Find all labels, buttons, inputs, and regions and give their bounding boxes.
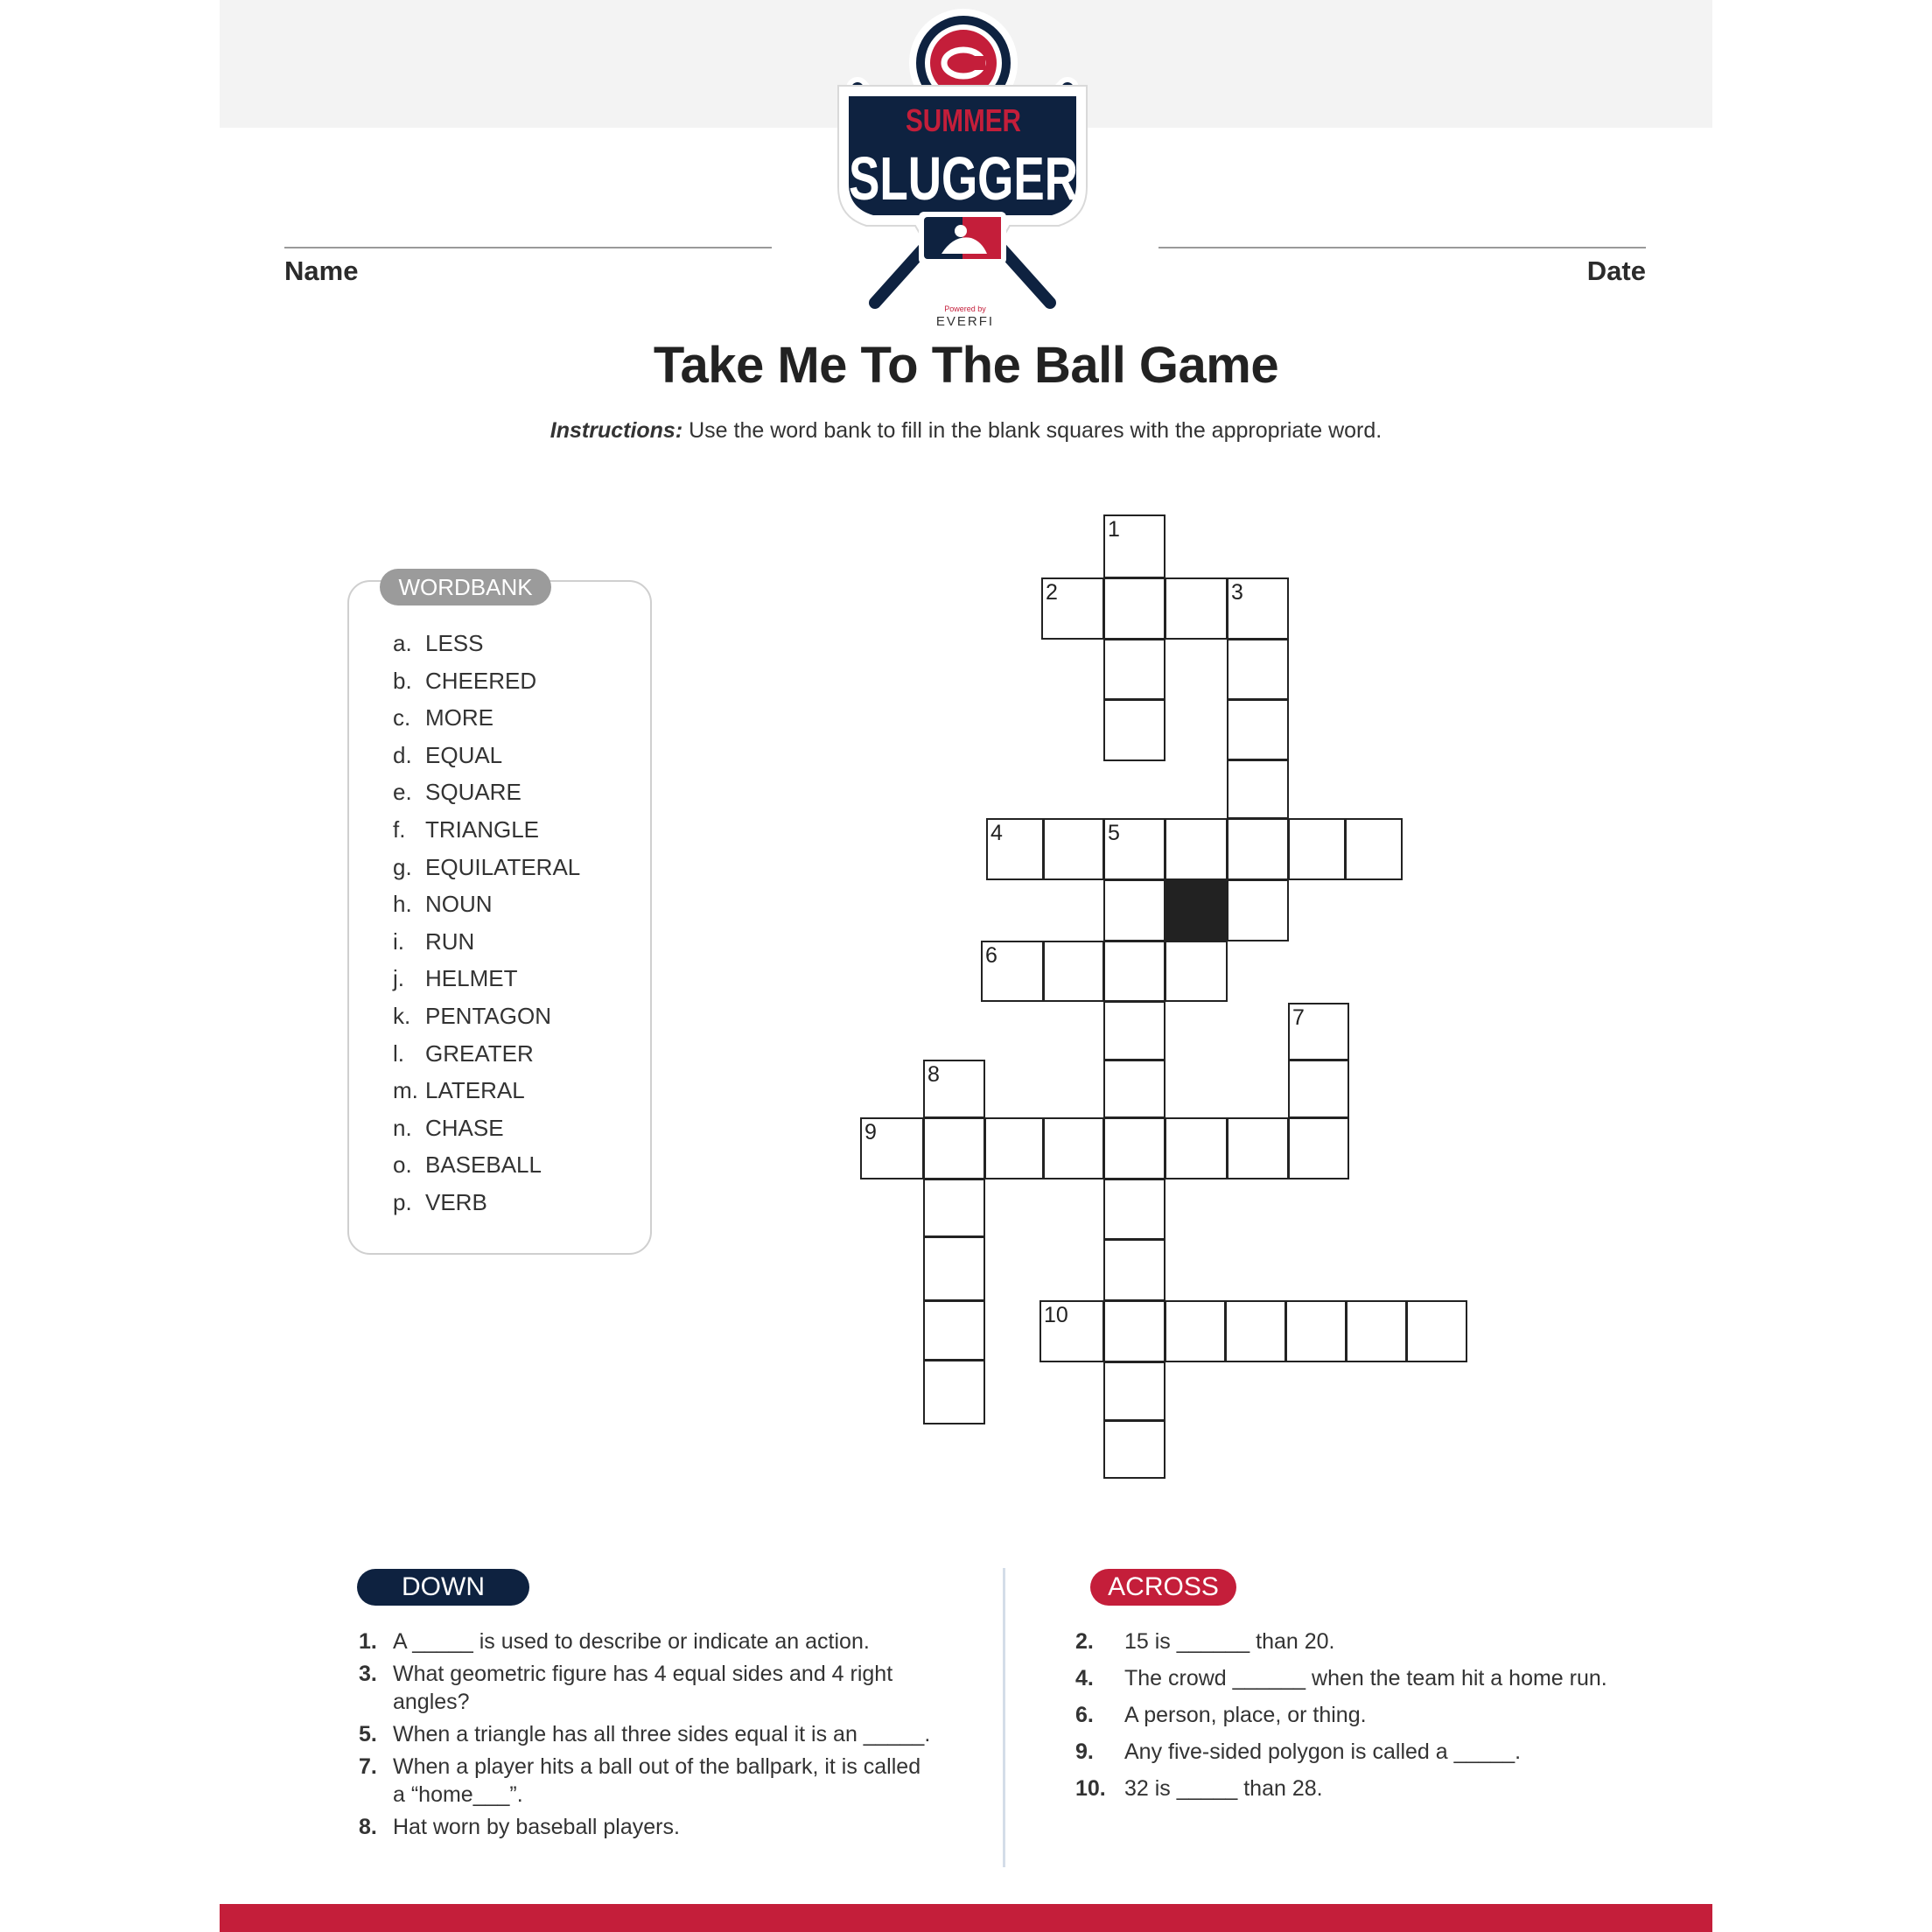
crossword-cell[interactable]: [1227, 760, 1289, 819]
wordbank-list: [393, 630, 580, 1227]
crossword-cell[interactable]: [1165, 1300, 1226, 1362]
wordbank-item: [393, 668, 580, 705]
clue-item: [1075, 1774, 1635, 1802]
clue-item: [1075, 1738, 1635, 1766]
wordbank-word: CHEERED: [425, 667, 537, 694]
wordbank-item: [393, 1003, 580, 1040]
clue-number: 8: [928, 1062, 940, 1087]
wordbank-letter: e.: [393, 779, 412, 806]
crossword-cell[interactable]: [1227, 879, 1289, 942]
crossword-cell[interactable]: [986, 818, 1044, 880]
crossword-cell[interactable]: [1103, 818, 1166, 880]
crossword-cell[interactable]: [1288, 1117, 1349, 1180]
crossword-cell[interactable]: [981, 941, 1044, 1002]
clue-item: [359, 1660, 936, 1716]
wordbank-letter: n.: [393, 1114, 412, 1141]
clue-num: 2.: [1075, 1629, 1094, 1654]
footer-band: [220, 1904, 1712, 1932]
wordbank-letter: f.: [393, 816, 406, 843]
wordbank-word: MORE: [425, 704, 494, 732]
wordbank-word: GREATER: [425, 1040, 534, 1067]
wordbank-item: [393, 630, 580, 668]
crossword-cell[interactable]: [1406, 1300, 1467, 1362]
clue-num: 1.: [359, 1629, 377, 1654]
wordbank-item: [393, 965, 580, 1003]
crossword-cell[interactable]: [923, 1117, 985, 1180]
clue-number: 4: [990, 821, 1003, 845]
crossword-cell[interactable]: [1103, 578, 1166, 640]
crossword-cell[interactable]: [1285, 1300, 1347, 1362]
clue-num: 8.: [359, 1815, 377, 1839]
clue-number: 7: [1292, 1005, 1305, 1030]
crossword-cell[interactable]: [1103, 1060, 1166, 1118]
clue-item: [359, 1628, 936, 1656]
crossword-cell[interactable]: [1043, 1117, 1104, 1180]
crossword-cell[interactable]: [1103, 1001, 1166, 1060]
crossword-cell[interactable]: [1103, 1362, 1166, 1421]
crossword-cell[interactable]: [923, 1236, 985, 1301]
wordbank-item: [393, 1040, 580, 1078]
crossword-cell[interactable]: [1103, 879, 1166, 942]
crossword-cell[interactable]: [1288, 818, 1346, 880]
wordbank-word: LESS: [425, 630, 484, 656]
clue-text: 32 is _____ than 28.: [1124, 1776, 1323, 1801]
wordbank-letter: j.: [393, 965, 404, 992]
clue-number: 3: [1231, 580, 1243, 605]
across-heading: ACROSS: [1090, 1569, 1236, 1606]
wordbank-letter: h.: [393, 891, 412, 918]
crossword-cell[interactable]: [1043, 818, 1104, 880]
wordbank-word: SQUARE: [425, 779, 522, 806]
clue-text: Any five-sided polygon is called a _____.: [1124, 1740, 1522, 1764]
clue-num: 4.: [1075, 1666, 1094, 1690]
clue-text: Hat worn by baseball players.: [393, 1815, 680, 1839]
wordbank-letter: g.: [393, 853, 412, 880]
wordbank-letter: o.: [393, 1152, 412, 1179]
wordbank-item: [393, 779, 580, 816]
instructions-lead: Instructions:: [550, 418, 683, 443]
clue-num: 5.: [359, 1722, 377, 1746]
clue-item: [359, 1720, 936, 1748]
clue-text: When a player hits a ball out of the ballpark, it is called a “home___”.: [393, 1754, 921, 1807]
clue-item: [359, 1813, 936, 1841]
clue-text: A person, place, or thing.: [1124, 1703, 1367, 1727]
summer-slugger-logo: [822, 5, 1102, 332]
clue-text: A _____ is used to describe or indicate an action.: [393, 1629, 870, 1654]
crossword-cell[interactable]: [1227, 699, 1289, 760]
clue-item: [359, 1753, 936, 1809]
crossword-cell[interactable]: [1041, 578, 1104, 640]
wordbank-word: CHASE: [425, 1114, 504, 1141]
crossword-cell[interactable]: [1103, 941, 1166, 1002]
clue-item: [1075, 1664, 1635, 1692]
name-line[interactable]: [284, 247, 772, 248]
crossword-cell[interactable]: [1288, 1060, 1349, 1118]
crossword-cell[interactable]: [860, 1117, 924, 1180]
wordbank-item: [393, 816, 580, 854]
page-title: Take Me To The Ball Game: [653, 337, 1279, 394]
clue-num: 9.: [1075, 1740, 1094, 1764]
crossword-cell[interactable]: [1227, 578, 1289, 640]
clue-number: 10: [1044, 1303, 1068, 1327]
wordbank-letter: l.: [393, 1040, 404, 1067]
clue-text: 15 is ______ than 20.: [1124, 1629, 1335, 1654]
clue-item: [1075, 1701, 1635, 1729]
crossword-cell[interactable]: [1346, 1300, 1407, 1362]
clue-text: What geometric figure has 4 equal sides and 4 right angles?: [393, 1662, 893, 1714]
crossword-cell[interactable]: [923, 1060, 985, 1118]
wordbank-item: [393, 1189, 580, 1227]
column-divider: [1003, 1568, 1005, 1867]
across-clues: [1075, 1628, 1635, 1802]
clue-number: 2: [1046, 580, 1058, 605]
crossword-cell[interactable]: [1165, 818, 1228, 880]
instructions-text: Use the word bank to fill in the blank squares with the appropriate word.: [682, 418, 1382, 443]
crossword-cell[interactable]: [1165, 941, 1228, 1002]
crossword-cell[interactable]: [1103, 514, 1166, 578]
crossword-cell[interactable]: [1043, 941, 1104, 1002]
wordbank-word: RUN: [425, 928, 475, 955]
crossword-cell[interactable]: [1227, 639, 1289, 700]
crossword-cell[interactable]: [1165, 578, 1228, 640]
crossword-cell[interactable]: [1103, 1239, 1166, 1301]
wordbank-item: [393, 854, 580, 892]
crossword-cell[interactable]: [1227, 1117, 1289, 1180]
crossword-cell[interactable]: [1345, 818, 1403, 880]
crossword-cell[interactable]: [923, 1360, 985, 1424]
clue-text: The crowd ______ when the team hit a home run.: [1124, 1666, 1607, 1690]
wordbank-word: VERB: [425, 1188, 487, 1215]
logo-summer-text: SUMMER: [906, 102, 1021, 138]
wordbank-letter: k.: [393, 1002, 411, 1029]
wordbank-word: PENTAGON: [425, 1002, 551, 1029]
clue-item: [1075, 1628, 1635, 1656]
crossword-cell[interactable]: [1103, 1420, 1166, 1479]
wordbank-letter: p.: [393, 1188, 412, 1215]
wordbank-word: TRIANGLE: [425, 816, 540, 843]
logo-everfi-text: EVERFI: [935, 314, 995, 329]
crossword-cell[interactable]: [923, 1300, 985, 1361]
wordbank-item: [393, 928, 580, 966]
logo-slugger-text: SLUGGER: [849, 144, 1078, 213]
date-label: Date: [1586, 256, 1646, 286]
name-label: Name: [284, 256, 359, 286]
crossword-cell[interactable]: [1103, 639, 1166, 700]
clue-num: 10.: [1075, 1776, 1106, 1801]
blocked-cell: [1165, 879, 1228, 942]
clue-text: When a triangle has all three sides equal it is an _____.: [393, 1722, 931, 1746]
wordbank-word: HELMET: [425, 965, 518, 992]
clue-num: 7.: [359, 1754, 377, 1779]
crossword-cell[interactable]: [923, 1179, 985, 1237]
wordbank-word: NOUN: [425, 891, 493, 918]
crossword-cell[interactable]: [1040, 1300, 1104, 1362]
crossword-cell[interactable]: [1103, 699, 1166, 761]
logo-powered-text: Powered by: [944, 304, 986, 313]
clue-number: 5: [1108, 821, 1120, 845]
crossword-cell[interactable]: [984, 1117, 1044, 1180]
clue-number: 6: [985, 943, 998, 968]
clue-num: 3.: [359, 1662, 377, 1686]
wordbank-item: [393, 1152, 580, 1189]
crossword-cell[interactable]: [1103, 1117, 1166, 1180]
crossword-cell[interactable]: [1103, 1300, 1166, 1362]
crossword-cell[interactable]: [1165, 1117, 1228, 1180]
instructions: [0, 418, 1932, 444]
crossword-cell[interactable]: [1288, 1003, 1349, 1060]
down-clues: [359, 1628, 936, 1841]
wordbank-letter: m.: [393, 1077, 418, 1104]
wordbank-word: LATERAL: [425, 1077, 525, 1104]
clue-number: 9: [864, 1120, 877, 1144]
wordbank-letter: b.: [393, 667, 412, 694]
wordbank-item: [393, 742, 580, 780]
crossword-cell[interactable]: [1227, 818, 1289, 880]
wordbank-item: [393, 1115, 580, 1152]
wordbank-item: [393, 891, 580, 928]
wordbank-word: BASEBALL: [425, 1152, 542, 1179]
down-heading: DOWN: [357, 1569, 529, 1606]
crossword-cell[interactable]: [1225, 1300, 1286, 1362]
crossword-cell[interactable]: [1103, 1179, 1166, 1240]
wordbank-letter: i.: [393, 928, 404, 955]
wordbank-item: [393, 1077, 580, 1115]
date-line[interactable]: [1158, 247, 1646, 248]
wordbank-title: WORDBANK: [380, 569, 551, 606]
wordbank-word: EQUILATERAL: [425, 853, 581, 880]
clue-number: 1: [1108, 517, 1120, 542]
wordbank-letter: c.: [393, 704, 411, 732]
wordbank-item: [393, 704, 580, 742]
clue-num: 6.: [1075, 1703, 1094, 1727]
wordbank-word: EQUAL: [425, 741, 503, 768]
wordbank-letter: d.: [393, 741, 412, 768]
wordbank-letter: a.: [393, 630, 412, 656]
